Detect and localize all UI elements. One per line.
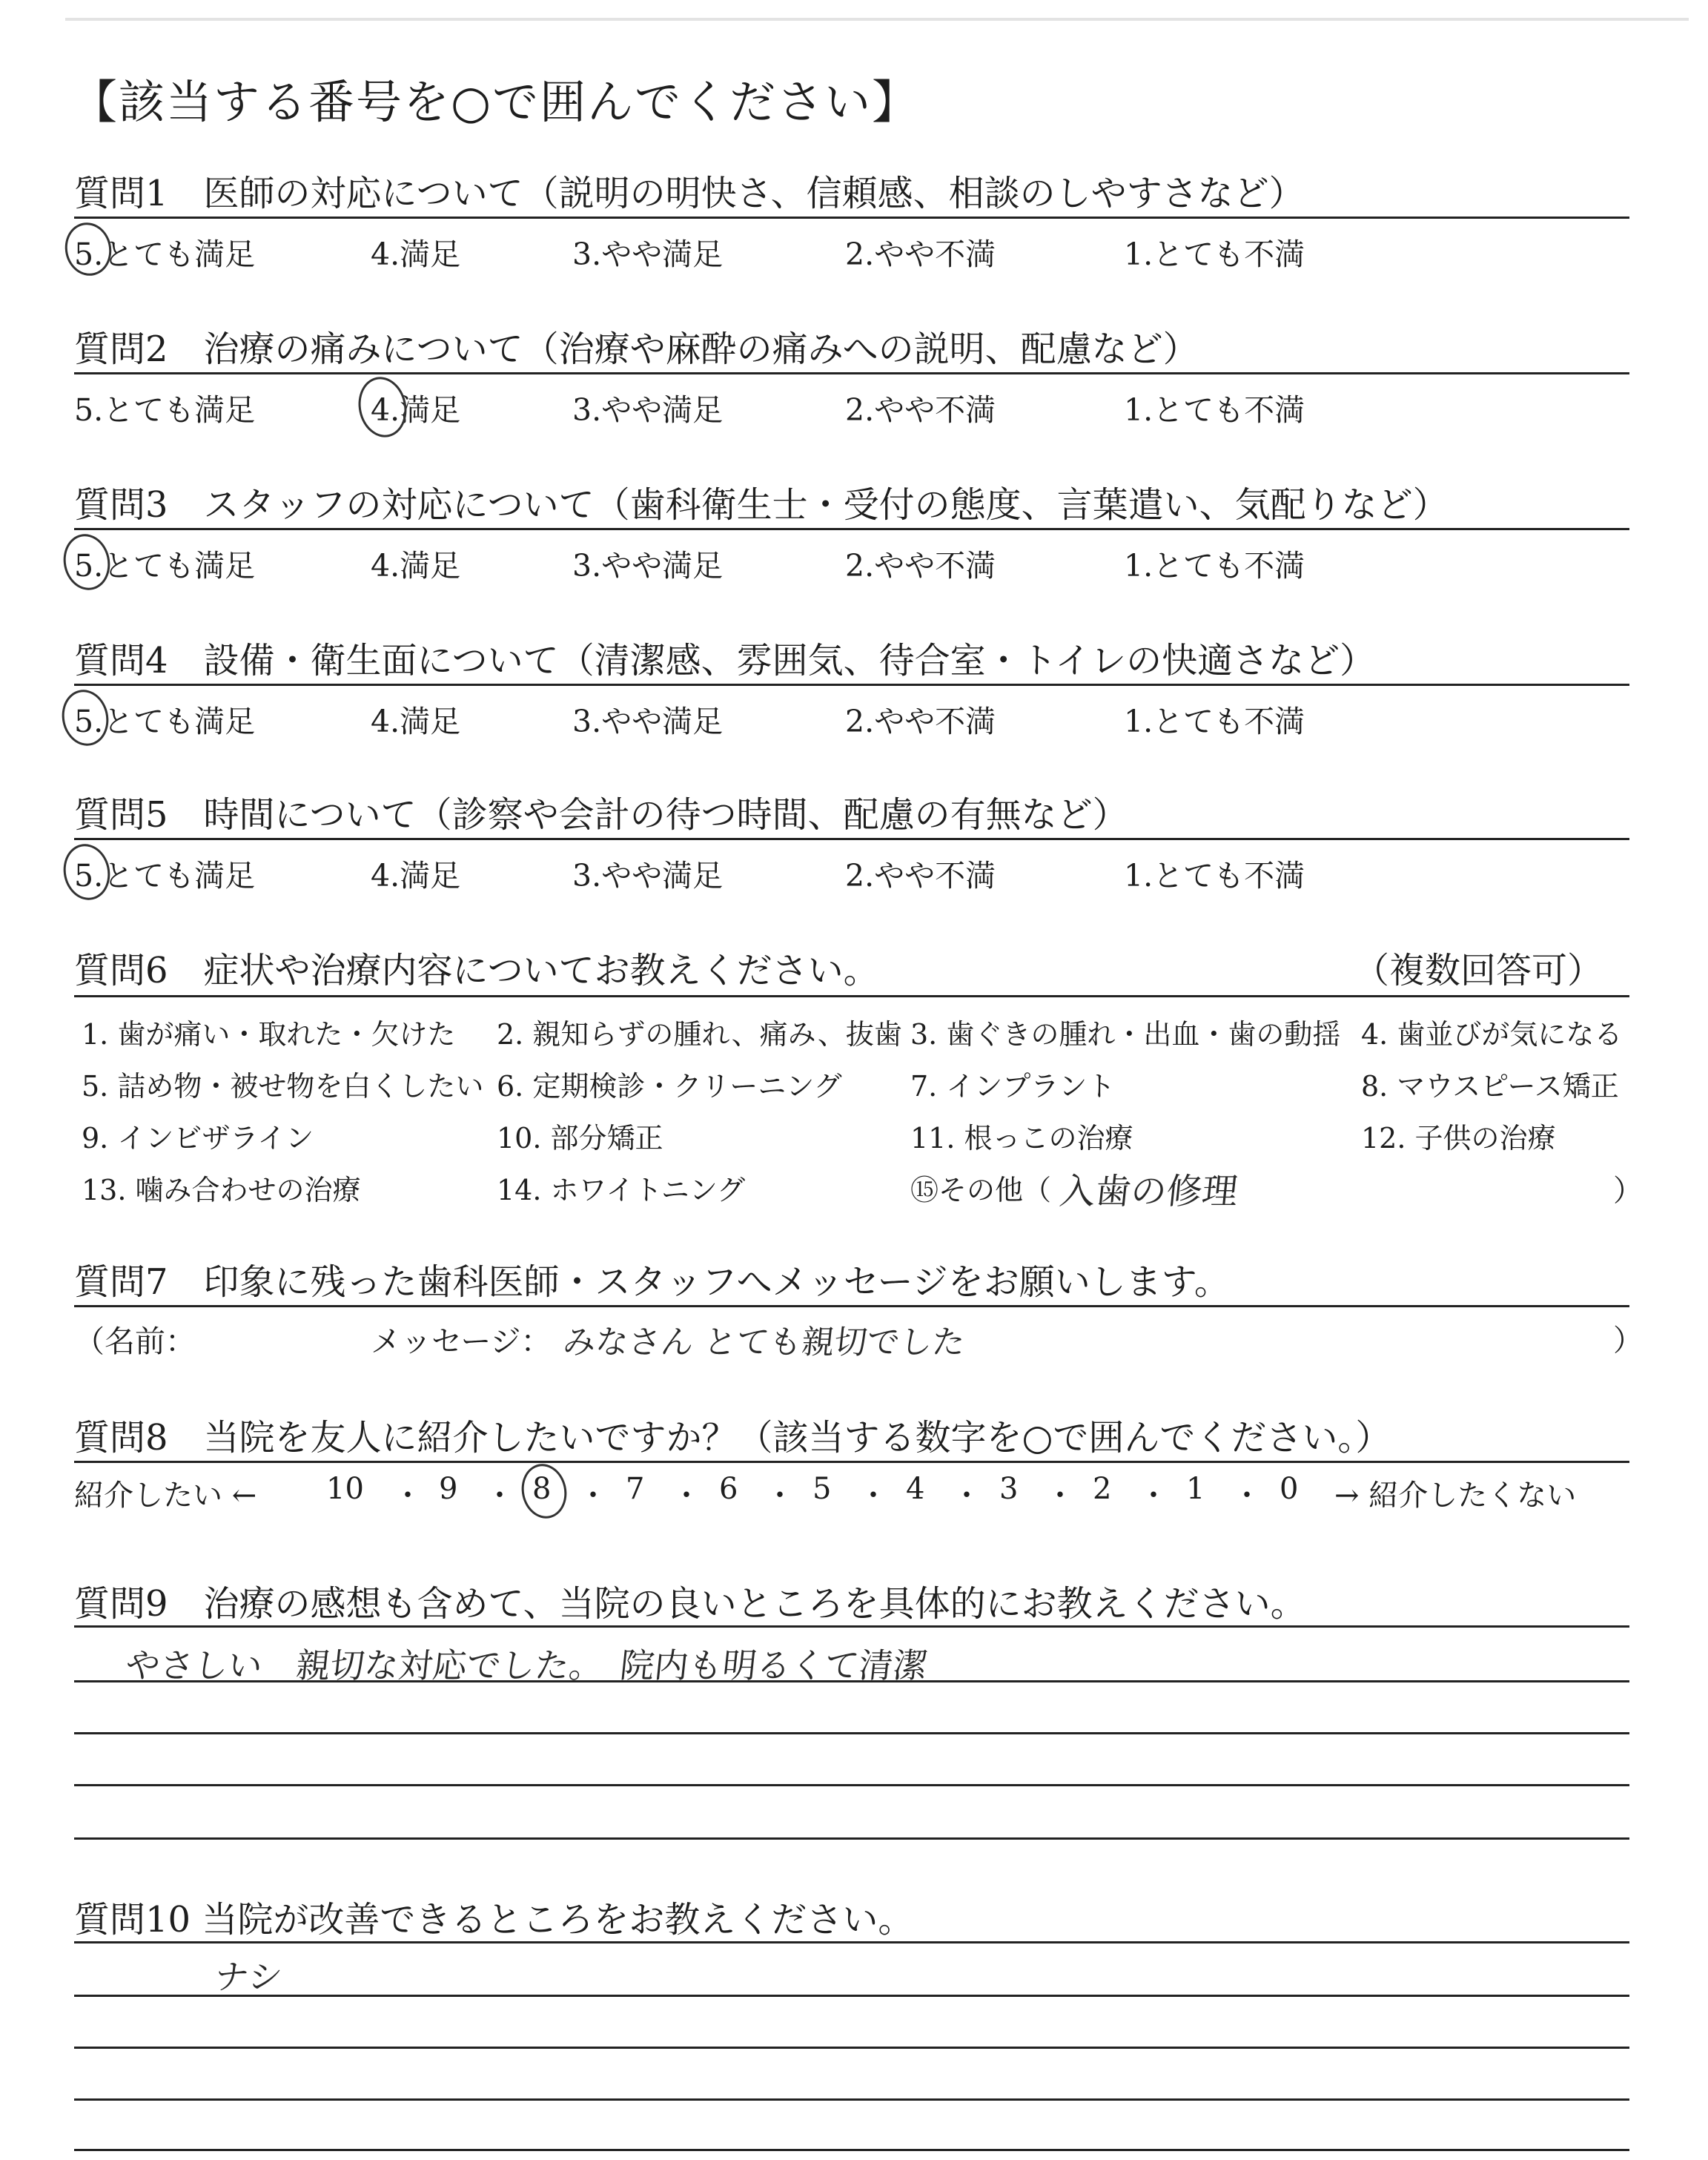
q9-line-1 xyxy=(74,1625,1629,1628)
q5-rule xyxy=(74,838,1629,840)
q6-title: 質問6 症状や治療内容についてお教えください。 xyxy=(74,950,879,991)
q1-rule xyxy=(74,217,1629,219)
q5-option-3[interactable]: 3.やや満足 xyxy=(572,858,724,894)
q2-option-4[interactable]: 4.満足 xyxy=(371,392,461,428)
q4-rule xyxy=(74,684,1629,686)
q2-selected-circle xyxy=(353,372,412,442)
q6-option-5[interactable]: 5. 詰め物・被せ物を白くしたい xyxy=(82,1070,484,1103)
q3-option-1[interactable]: 1.とても不満 xyxy=(1124,548,1305,584)
q10-line-1 xyxy=(74,1941,1629,1943)
q2-option-5[interactable]: 5.とても満足 xyxy=(74,392,256,428)
q6-note: （複数回答可） xyxy=(1353,950,1603,991)
q8-rule xyxy=(74,1461,1629,1463)
q8-scale-10[interactable]: 10 xyxy=(326,1472,364,1506)
q8-scale-4[interactable]: 4 xyxy=(906,1472,925,1506)
q3-option-5[interactable]: 5.とても満足 xyxy=(74,548,256,584)
top-border xyxy=(65,18,1689,21)
q8-scale-5[interactable]: 5 xyxy=(812,1472,832,1506)
q6-option-6[interactable]: 6. 定期検診・クリーニング xyxy=(497,1070,842,1103)
q6-option-11[interactable]: 11. 根っこの治療 xyxy=(910,1122,1133,1155)
q9-title: 質問9 治療の感想も含めて、当院の良いところを具体的にお教えください。 xyxy=(74,1583,1306,1625)
q8-sep: ・ xyxy=(952,1479,982,1513)
q7-message-label: メッセージ： xyxy=(371,1324,552,1359)
q3-rule xyxy=(74,528,1629,530)
q8-sep: ・ xyxy=(858,1479,888,1513)
q1-option-5[interactable]: 5.とても満足 xyxy=(74,237,256,272)
q5-title: 質問5 時間について（診察や会計の待つ時間、配慮の有無など） xyxy=(74,794,1128,836)
q6-other-close: ） xyxy=(1613,1174,1643,1208)
q8-scale xyxy=(74,1472,1629,1513)
q4-option-4[interactable]: 4.満足 xyxy=(371,704,461,739)
q6-option-13[interactable]: 13. 噛み合わせの治療 xyxy=(82,1174,361,1206)
q10-line-4 xyxy=(74,2098,1629,2101)
q8-scale-8[interactable]: 8 xyxy=(532,1472,552,1506)
q7-rule xyxy=(74,1305,1629,1307)
q8-right-label: → 紹介したくない xyxy=(1334,1479,1577,1513)
q3-option-3[interactable]: 3.やや満足 xyxy=(572,548,724,584)
q9-answer[interactable]: やさしい 親切な対応でした。 院内も明るくて清潔 xyxy=(123,1645,930,1685)
q6-option-12[interactable]: 12. 子供の治療 xyxy=(1361,1122,1556,1155)
q2-option-2[interactable]: 2.やや不満 xyxy=(845,392,996,428)
q4-option-5[interactable]: 5.とても満足 xyxy=(74,704,256,739)
q9-line-4 xyxy=(74,1784,1629,1786)
q8-selected-circle xyxy=(517,1460,572,1523)
q4-option-2[interactable]: 2.やや不満 xyxy=(845,704,996,739)
q9-line-3 xyxy=(74,1732,1629,1734)
q1-option-1[interactable]: 1.とても不満 xyxy=(1124,237,1305,272)
q6-option-4[interactable]: 4. 歯並びが気になる xyxy=(1361,1018,1623,1051)
q8-scale-6[interactable]: 6 xyxy=(719,1472,738,1506)
q2-option-3[interactable]: 3.やや満足 xyxy=(572,392,724,428)
q9-line-2 xyxy=(74,1680,1629,1682)
q8-sep: ・ xyxy=(393,1479,423,1513)
q6-option-10[interactable]: 10. 部分矯正 xyxy=(497,1122,663,1155)
q8-sep: ・ xyxy=(765,1479,795,1513)
q8-sep: ・ xyxy=(1139,1479,1168,1513)
q4-option-1[interactable]: 1.とても不満 xyxy=(1124,704,1305,739)
page-title: 【該当する番号を○で囲んでください】 xyxy=(71,75,920,129)
q6-option-15[interactable]: ⑮その他（ xyxy=(910,1174,1052,1206)
q2-rule xyxy=(74,372,1629,374)
q9-line-5 xyxy=(74,1837,1629,1840)
q6-option-2[interactable]: 2. 親知らずの腫れ、痛み、抜歯 xyxy=(497,1018,902,1051)
q5-option-5[interactable]: 5.とても満足 xyxy=(74,858,256,894)
q6-option-14[interactable]: 14. ホワイトニング xyxy=(497,1174,746,1206)
q6-option-1[interactable]: 1. 歯が痛い・取れた・欠けた xyxy=(82,1018,456,1051)
q6-option-9[interactable]: 9. インビザライン xyxy=(82,1122,314,1155)
q2-title: 質問2 治療の痛みについて（治療や麻酔の痛みへの説明、配慮など） xyxy=(74,328,1199,370)
q5-option-1[interactable]: 1.とても不満 xyxy=(1124,858,1305,894)
q4-title: 質問4 設備・衛生面について（清潔感、雰囲気、待合室・トイレの快適さなど） xyxy=(74,640,1376,681)
q7-message-answer[interactable]: みなさん とても親切でした xyxy=(560,1324,967,1361)
q3-title: 質問3 スタッフの対応について（歯科衛生士・受付の態度、言葉遣い、気配りなど） xyxy=(74,484,1449,526)
q8-scale-3[interactable]: 3 xyxy=(999,1472,1019,1506)
q10-title: 質問10 当院が改善できるところをお教えください。 xyxy=(74,1899,914,1941)
q3-option-2[interactable]: 2.やや不満 xyxy=(845,548,996,584)
q7-close: ） xyxy=(1613,1324,1643,1358)
q1-option-4[interactable]: 4.満足 xyxy=(371,237,461,272)
q7-name-label: （名前： xyxy=(74,1324,196,1359)
q1-option-3[interactable]: 3.やや満足 xyxy=(572,237,724,272)
q10-answer[interactable]: ナシ xyxy=(212,1957,285,1997)
q8-sep: ・ xyxy=(1045,1479,1075,1513)
q8-scale-2[interactable]: 2 xyxy=(1093,1472,1112,1506)
q6-rule xyxy=(74,995,1629,997)
q8-scale-9[interactable]: 9 xyxy=(439,1472,458,1506)
q7-title: 質問7 印象に残った歯科医師・スタッフへメッセージをお願いします。 xyxy=(74,1261,1230,1303)
q8-scale-1[interactable]: 1 xyxy=(1186,1472,1205,1506)
q8-sep: ・ xyxy=(485,1479,514,1513)
q8-scale-0[interactable]: 0 xyxy=(1280,1472,1299,1506)
q5-option-2[interactable]: 2.やや不満 xyxy=(845,858,996,894)
q6-other-answer[interactable]: 入歯の修理 xyxy=(1057,1171,1240,1212)
q1-title: 質問1 医師の対応について（説明の明快さ、信頼感、相談のしやすさなど） xyxy=(74,173,1305,214)
q8-sep: ・ xyxy=(672,1479,701,1513)
q10-line-5 xyxy=(74,2149,1629,2151)
q6-option-8[interactable]: 8. マウスピース矯正 xyxy=(1361,1070,1619,1103)
q2-option-1[interactable]: 1.とても不満 xyxy=(1124,392,1305,428)
q6-option-3[interactable]: 3. 歯ぐきの腫れ・出血・歯の動揺 xyxy=(910,1018,1341,1051)
q8-left-label: 紹介したい ← xyxy=(74,1479,257,1513)
q10-line-3 xyxy=(74,2047,1629,2049)
q8-sep: ・ xyxy=(578,1479,608,1513)
q8-sep: ・ xyxy=(1232,1479,1262,1513)
q8-title: 質問8 当院を友人に紹介したいですか？（該当する数字を○で囲んでください。） xyxy=(74,1417,1391,1459)
q10-line-2 xyxy=(74,1995,1629,1997)
q4-option-3[interactable]: 3.やや満足 xyxy=(572,704,724,739)
q1-option-2[interactable]: 2.やや不満 xyxy=(845,237,996,272)
q6-option-7[interactable]: 7. インプラント xyxy=(910,1070,1116,1103)
q3-option-4[interactable]: 4.満足 xyxy=(371,548,461,584)
q8-scale-7[interactable]: 7 xyxy=(626,1472,645,1506)
q5-option-4[interactable]: 4.満足 xyxy=(371,858,461,894)
